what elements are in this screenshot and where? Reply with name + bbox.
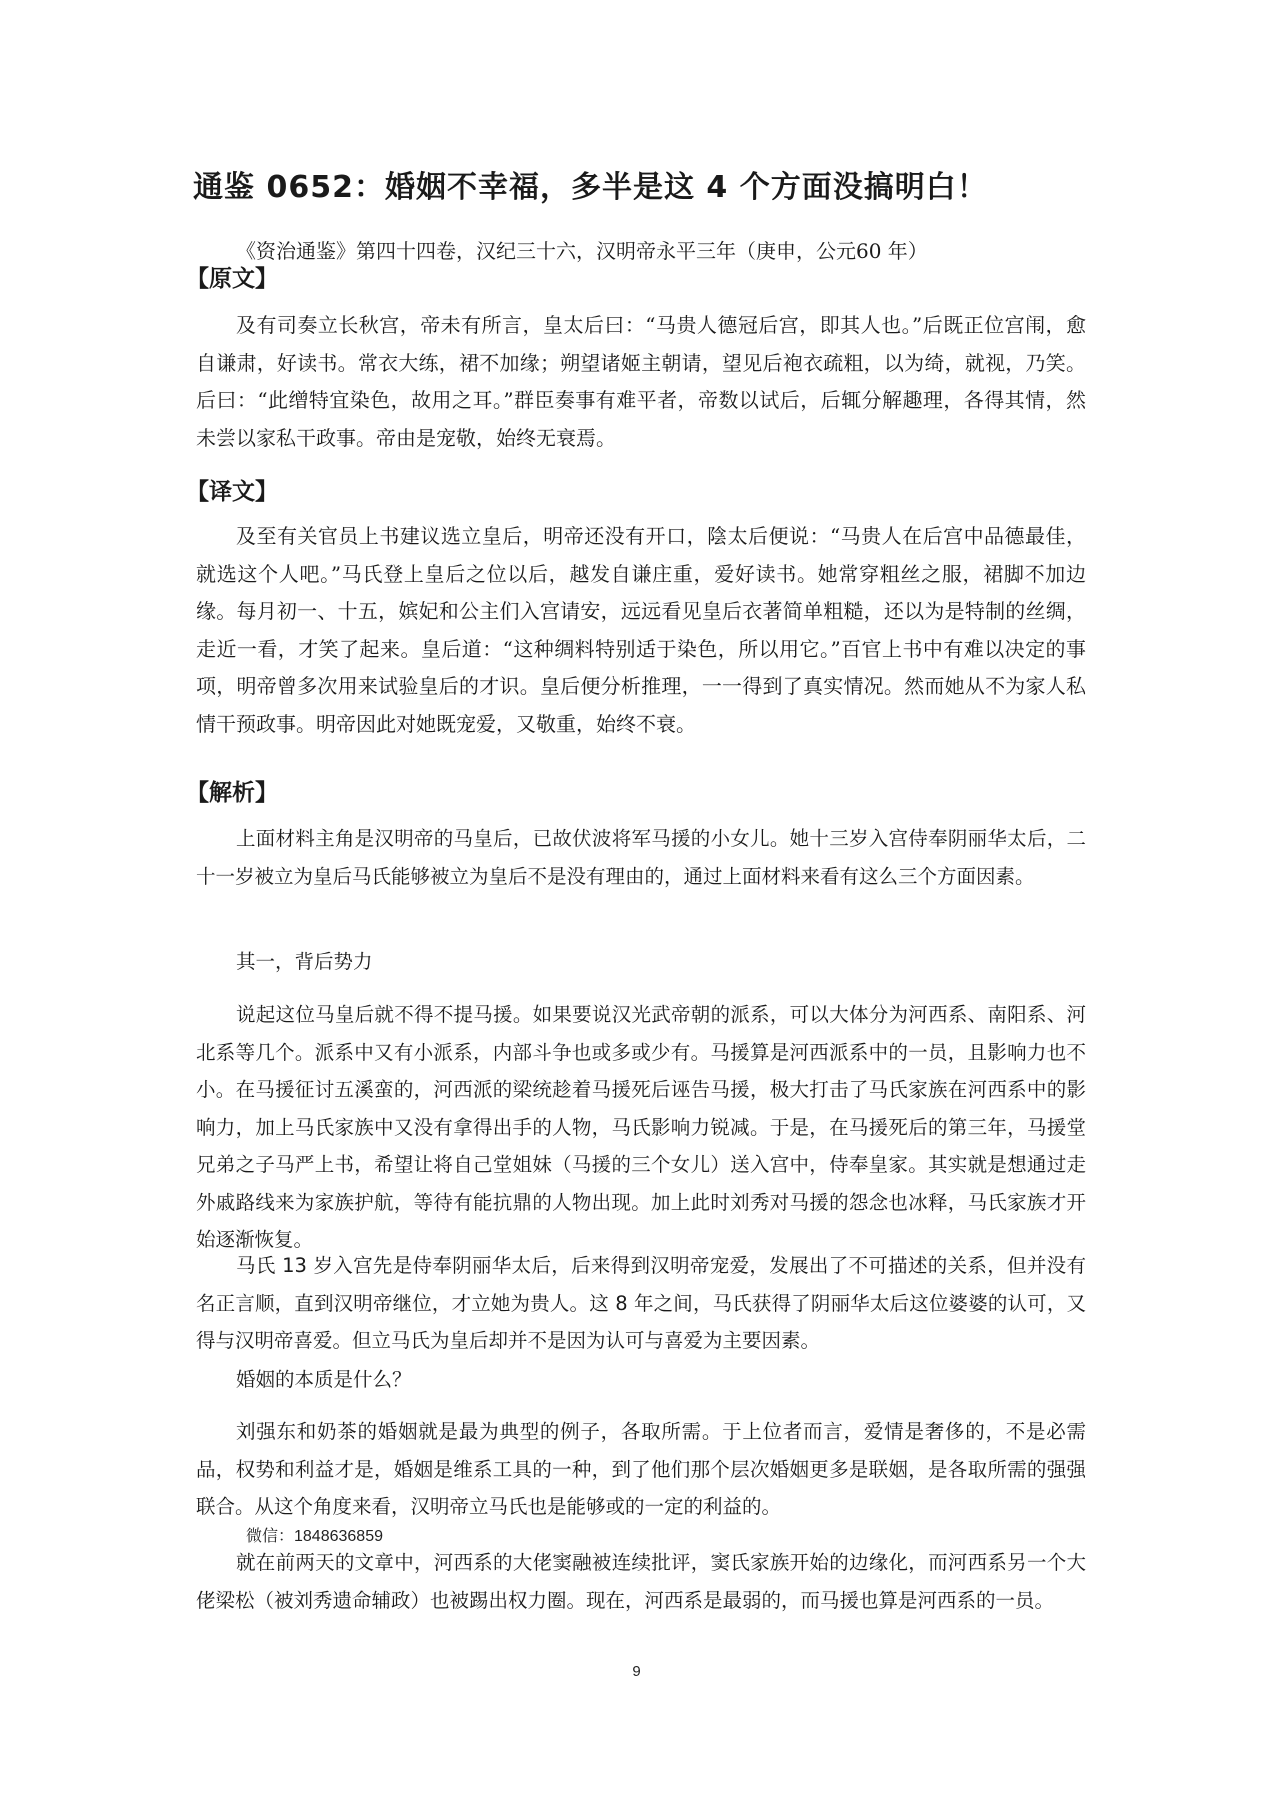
wechat-contact: 微信：1848636859 — [246, 1528, 383, 1545]
page-number: 9 — [632, 1663, 641, 1680]
analysis-paragraph-3: 说起这位马皇后就不得不提马援。如果要说汉光武帝朝的派系，可以大体分为河西系、南阳系、河北系等几个。派系中又有小派系，内部斗争也或多或少有。马援算是河西派系中的一员，且影响力也不小。在马援征讨五溪蛮的，河西派的梁统趁着马援死后诬告马援，极大打击了马氏家族在河西系中的影响力，加上马氏家族中又没有拿得出手的人物，马氏影响力锐减。于是，在马援死后的第三年，马援堂兄弟之子马严上书，希望让将自己堂姐妹（马援的三个女儿）送入宫中，侍奉皇家。其实就是想通过走外戚路线来为家族护航，等待有能抗鼎的人物出现。加上此时刘秀对马援的怨念也冰释，马氏家族才开始逐渐恢复。 — [196, 1003, 1086, 1251]
analysis-paragraph-1: 上面材料主角是汉明帝的马皇后，已故伏波将军马援的小女儿。她十三岁入宫侍奉阴丽华太后，二十一岁被立为皇后马氏能够被立为皇后不是没有理由的，通过上面材料来看有这么三个方面因素。 — [196, 827, 1086, 888]
translation-heading: 【译文】 — [186, 479, 278, 505]
analysis-paragraph-7: 就在前两天的文章中，河西系的大佬窦融被连续批评，窦氏家族开始的边缘化，而河西系另一个大佬梁松（被刘秀遗命辅政）也被踢出权力圈。现在，河西系是最弱的，而马援也算是河西系的一员。 — [196, 1551, 1086, 1612]
page-title: 通鉴 0652：婚姻不幸福，多半是这 4 个方面没搞明白！ — [193, 170, 988, 205]
analysis-point-1: 其一，背后势力 — [236, 950, 373, 973]
analysis-heading: 【解析】 — [186, 780, 278, 806]
translation-paragraph: 及至有关官员上书建议选立皇后，明帝还没有开口，陰太后便说：“马贵人在后宫中品德最佳，就选这个人吧。”马氏登上皇后之位以后，越发自谦庄重，爱好读书。她常穿粗丝之服，裙脚不加边缘。每月初一、十五，嫔妃和公主们入宫请安，远远看见皇后衣著简单粗糙，还以为是特制的丝绸，走近一看，才笑了起来。皇后道：“这种绸料特别适于染色，所以用它。”百官上书中有难以决定的事项，明帝曾多次用来试验皇后的才识。皇后便分析推理，一一得到了真实情况。然而她从不为家人私情干预政事。明帝因此对她既宠爱，又敬重，始终不衰。 — [196, 524, 1086, 736]
original-text-paragraph: 及有司奏立长秋宫，帝未有所言，皇太后曰：“马贵人德冠后宫，即其人也。”后既正位宫闱，愈自谦肃，好读书。常衣大练，裙不加缘；朔望诸姬主朝请，望见后袍衣疏粗，以为绮，就视，乃笑。后曰：“此缯特宜染色，故用之耳。”群臣奏事有难平者，帝数以试后，后辄分解趣理，各得其情，然未尝以家私干政事。帝由是宠敬，始终无衰焉。 — [196, 313, 1086, 450]
original-text-heading: 【原文】 — [186, 266, 278, 292]
source-subtitle: 《资治通鉴》第四十四卷，汉纪三十六，汉明帝永平三年（庚申，公元60 年） — [236, 239, 928, 263]
analysis-paragraph-4: 马氏 13 岁入宫先是侍奉阴丽华太后，后来得到汉明帝宠爱，发展出了不可描述的关系，但并没有名正言顺，直到汉明帝继位，才立她为贵人。这 8 年之间，马氏获得了阴丽华太后这位婆婆的认可，又得与汉明帝喜爱。但立马氏为皇后却并不是因为认可与喜爱为主要因素。 — [196, 1254, 1086, 1352]
analysis-question: 婚姻的本质是什么？ — [236, 1368, 412, 1391]
analysis-paragraph-6: 刘强东和奶茶的婚姻就是最为典型的例子，各取所需。于上位者而言，爱情是奢侈的，不是必需品，权势和利益才是，婚姻是维系工具的一种，到了他们那个层次婚姻更多是联姻，是各取所需的强强联合。从这个角度来看，汉明帝立马氏也是能够或的一定的利益的。 — [196, 1420, 1086, 1518]
